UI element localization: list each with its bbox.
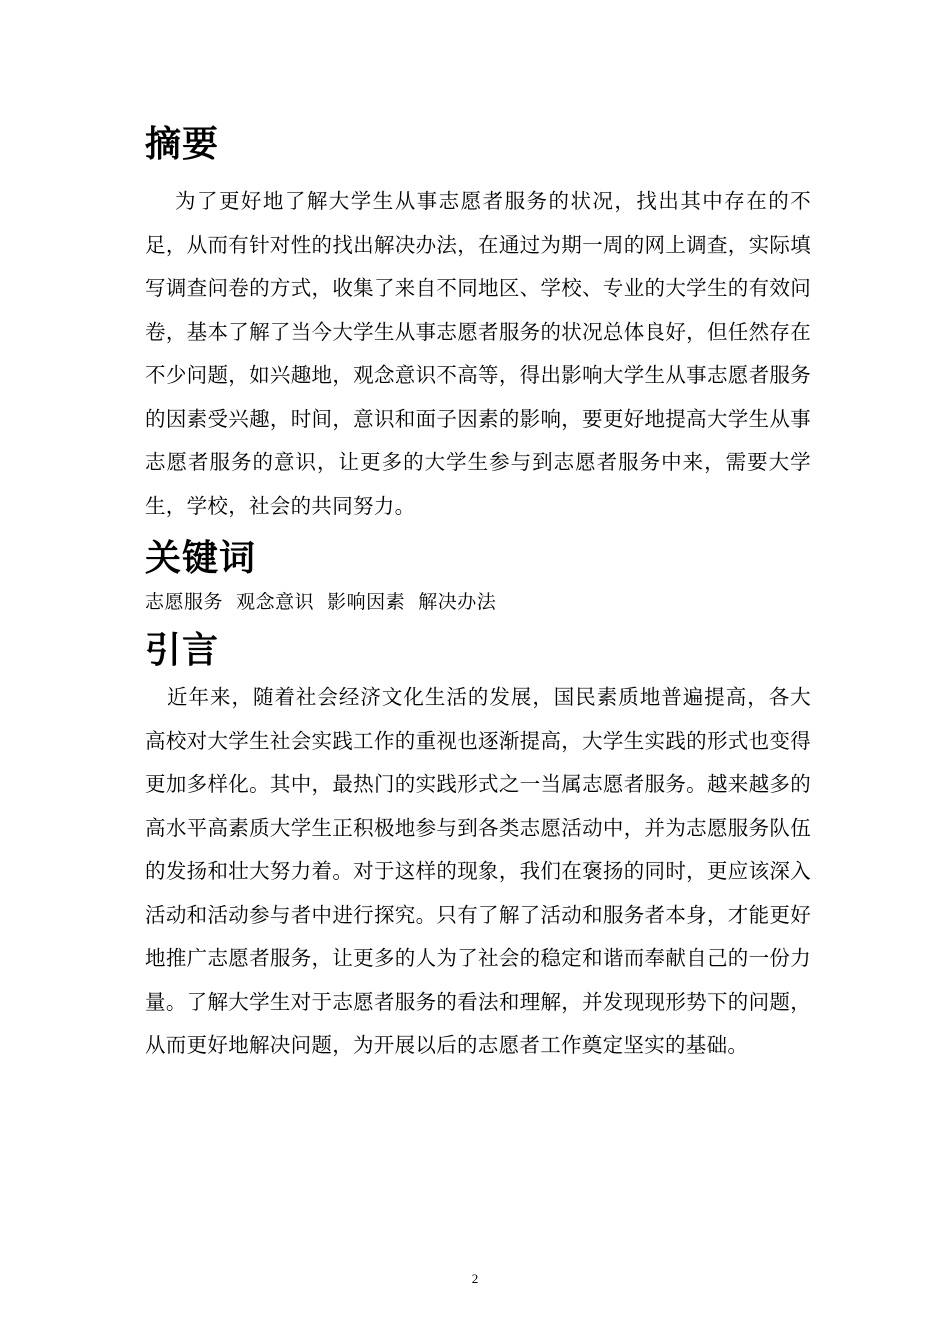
introduction-heading: 引言 [145, 630, 220, 671]
keywords-heading: 关键词 [145, 538, 257, 579]
introduction-paragraph: 近年来，随着社会经济文化生活的发展，国民素质地普遍提高，各大高校对大学生社会实践工作的重视也逐渐提高，大学生实践的形式也变得更加多样化。其中，最热门的实践形式之一当属志愿者服务。越来越多的高水平高素质大学生正积极地参与到各类志愿活动中，并为志愿服务队伍的发扬和壮大努力着。对于这样的现象，我们在褒扬的同时，更应该深入活动和活动参与者中进行探究。只有了解了活动和服务者本身，才能更好地推广志愿者服务，让更多的人为了社会的稳定和谐而奉献自己的一份力量。了解大学生对于志愿者服务的看法和理解，并发现现形势下的问题，从而更好地解决问题，为开展以后的志愿者工作奠定坚实的基础。 [145, 685, 811, 1057]
abstract-paragraph: 为了更好地了解大学生从事志愿者服务的状况，找出其中存在的不足，从而有针对性的找出解决办法，在通过为期一周的网上调查，实际填写调查问卷的方式，收集了来自不同地区、学校、专业的大学生的有效问卷，基本了解了当今大学生从事志愿者服务的状况总体良好，但任然存在不少问题，如兴趣地，观念意识不高等，得出影响大学生从事志愿者服务的因素受兴趣，时间，意识和面子因素的影响，要更好地提高大学生从事志愿者服务的意识，让更多的大学生参与到志愿者服务中来，需要大学生，学校，社会的共同努力。 [145, 189, 811, 518]
page-content [145, 118, 811, 1068]
page-number: 2 [471, 1271, 479, 1286]
keywords-list: 志愿服务 观念意识 影响因素 解决办法 [145, 591, 497, 613]
abstract-heading: 摘要 [145, 124, 220, 165]
